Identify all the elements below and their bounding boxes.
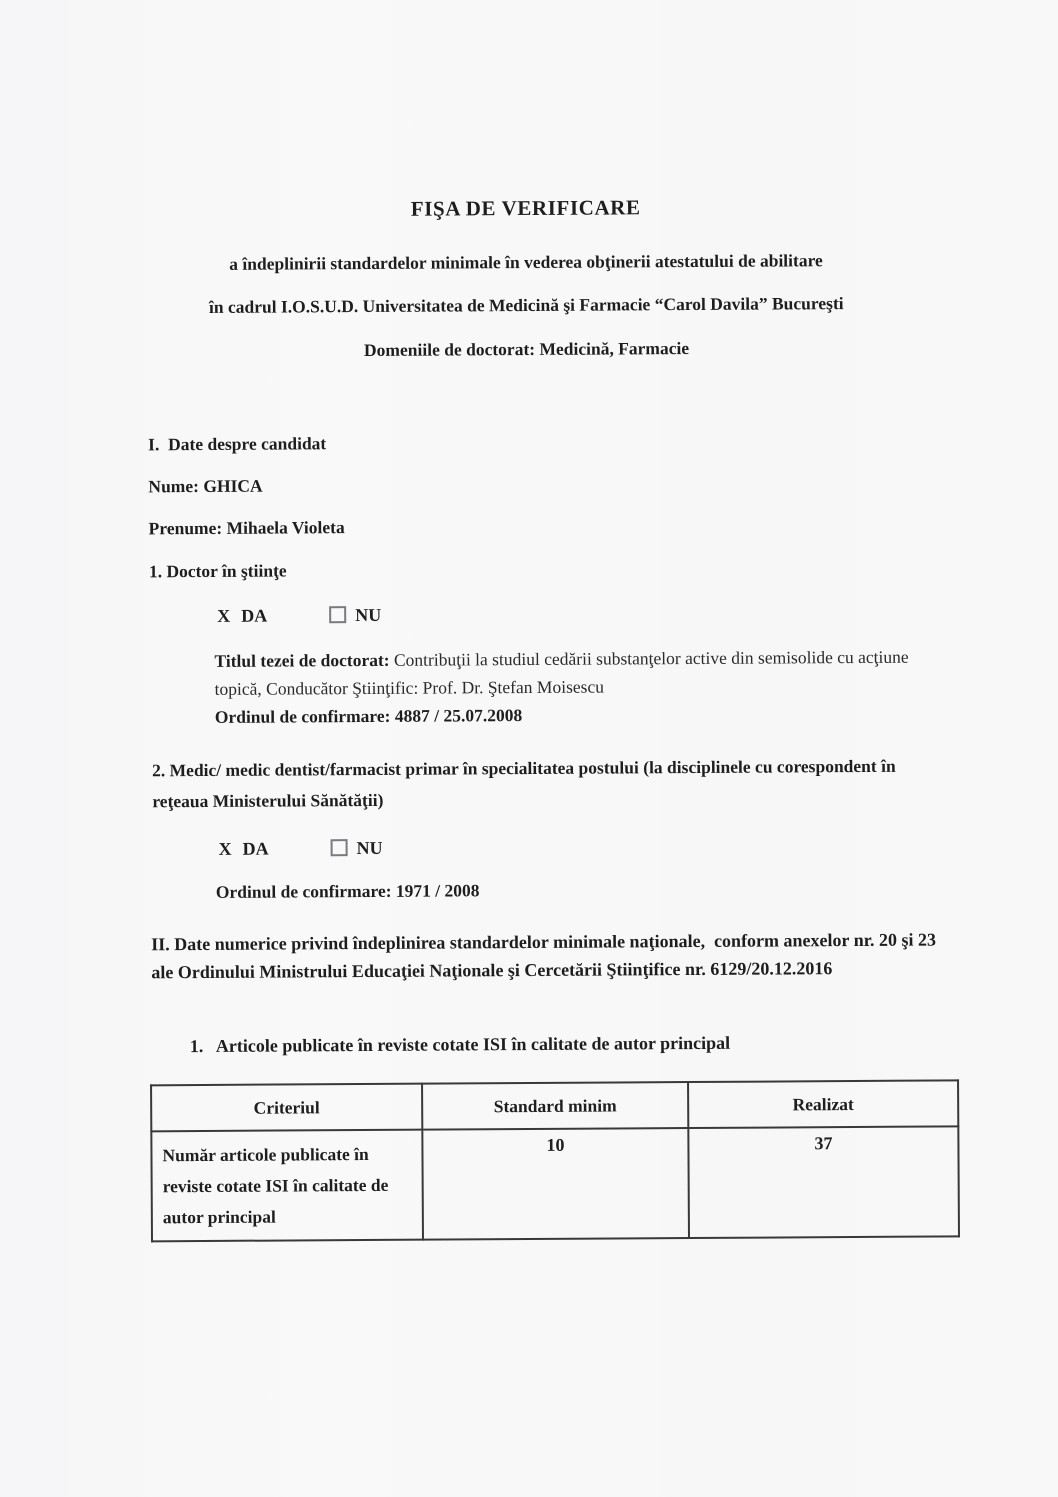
confirmation-order-2: Ordinul de confirmare: 1971 / 2008 bbox=[215, 880, 480, 902]
item-1-da-x-mark: X bbox=[217, 605, 231, 626]
candidate-last-name: Nume: GHICA bbox=[148, 475, 263, 497]
item-1-nu-checkbox-icon bbox=[329, 606, 346, 623]
document-subtitle-line2: în cadrul I.O.S.U.D. Universitatea de Medicină şi Farmacie “Carol Davila” Bucureşti bbox=[208, 293, 844, 317]
table-row bbox=[151, 1126, 959, 1241]
thesis-paragraph bbox=[214, 642, 956, 731]
section-ii-heading: II. Date numerice privind îndeplinirea standardelor minimale naţionale, conform anexelor nr. 20 şi 23 ale Ordinului Ministrului Educaţiei Naţionale şi Cercetării Ştiinţifice nr. 6129/20.12.2016 bbox=[151, 929, 941, 983]
item-2-nu-label: NU bbox=[356, 837, 383, 859]
confirmation-order-1: Ordinul de confirmare: 4887 / 25.07.2008 bbox=[214, 705, 523, 727]
section-ii-list-item-1: 1. Articole publicate în reviste cotate ISI în calitate de autor principal bbox=[189, 1032, 731, 1057]
thesis-title-text: Contribuţii la studiul cedării substanţelor active din semisolide cu acţiune topică, Conducător Ştiinţific: Prof. Dr. Ştefan Moisescu bbox=[214, 646, 914, 699]
column-header-standard-minim: Standard minim bbox=[422, 1082, 688, 1130]
item-2-nu-checkbox-icon bbox=[331, 839, 348, 856]
document-subtitle-line3: Domeniile de doctorat: Medicină, Farmacie bbox=[363, 338, 690, 361]
section-i-heading: I. Date despre candidat bbox=[148, 433, 327, 455]
column-header-criteriul: Criteriul bbox=[151, 1084, 422, 1132]
item-1-da-nu-row bbox=[217, 604, 381, 627]
document-title: FIŞA DE VERIFICARE bbox=[410, 195, 641, 221]
item-2-da-nu-row bbox=[219, 837, 383, 860]
item-1-nu-label: NU bbox=[355, 604, 382, 626]
criteria-table bbox=[150, 1079, 960, 1242]
item-1-da-label: DA bbox=[241, 605, 268, 626]
item-2-da-x-mark: X bbox=[218, 838, 232, 859]
thesis-title-label: Titlul tezei de doctorat: bbox=[214, 649, 395, 671]
candidate-first-name: Prenume: Mihaela Violeta bbox=[148, 517, 345, 539]
item-1-doctor-heading: 1. Doctor în ştiinţe bbox=[148, 560, 287, 582]
standard-minim-cell: 10 bbox=[422, 1128, 689, 1240]
criterion-cell: Număr articole publicate în reviste cotate ISI în calitate de autor principal bbox=[151, 1130, 423, 1242]
realizat-cell: 37 bbox=[688, 1126, 959, 1238]
column-header-realizat: Realizat bbox=[688, 1080, 958, 1128]
criteria-table-header-row bbox=[151, 1080, 958, 1131]
item-2-medic-heading: 2. Medic/ medic dentist/farmacist primar în specialitatea postului (la disciplinele cu corespondent în reţeaua Ministerului Sănătăţii) bbox=[152, 755, 901, 812]
document-subtitle-line1: a îndeplinirii standardelor minimale în vederea obţinerii atestatului de abilitare bbox=[229, 250, 823, 274]
item-2-da-label: DA bbox=[242, 838, 269, 859]
